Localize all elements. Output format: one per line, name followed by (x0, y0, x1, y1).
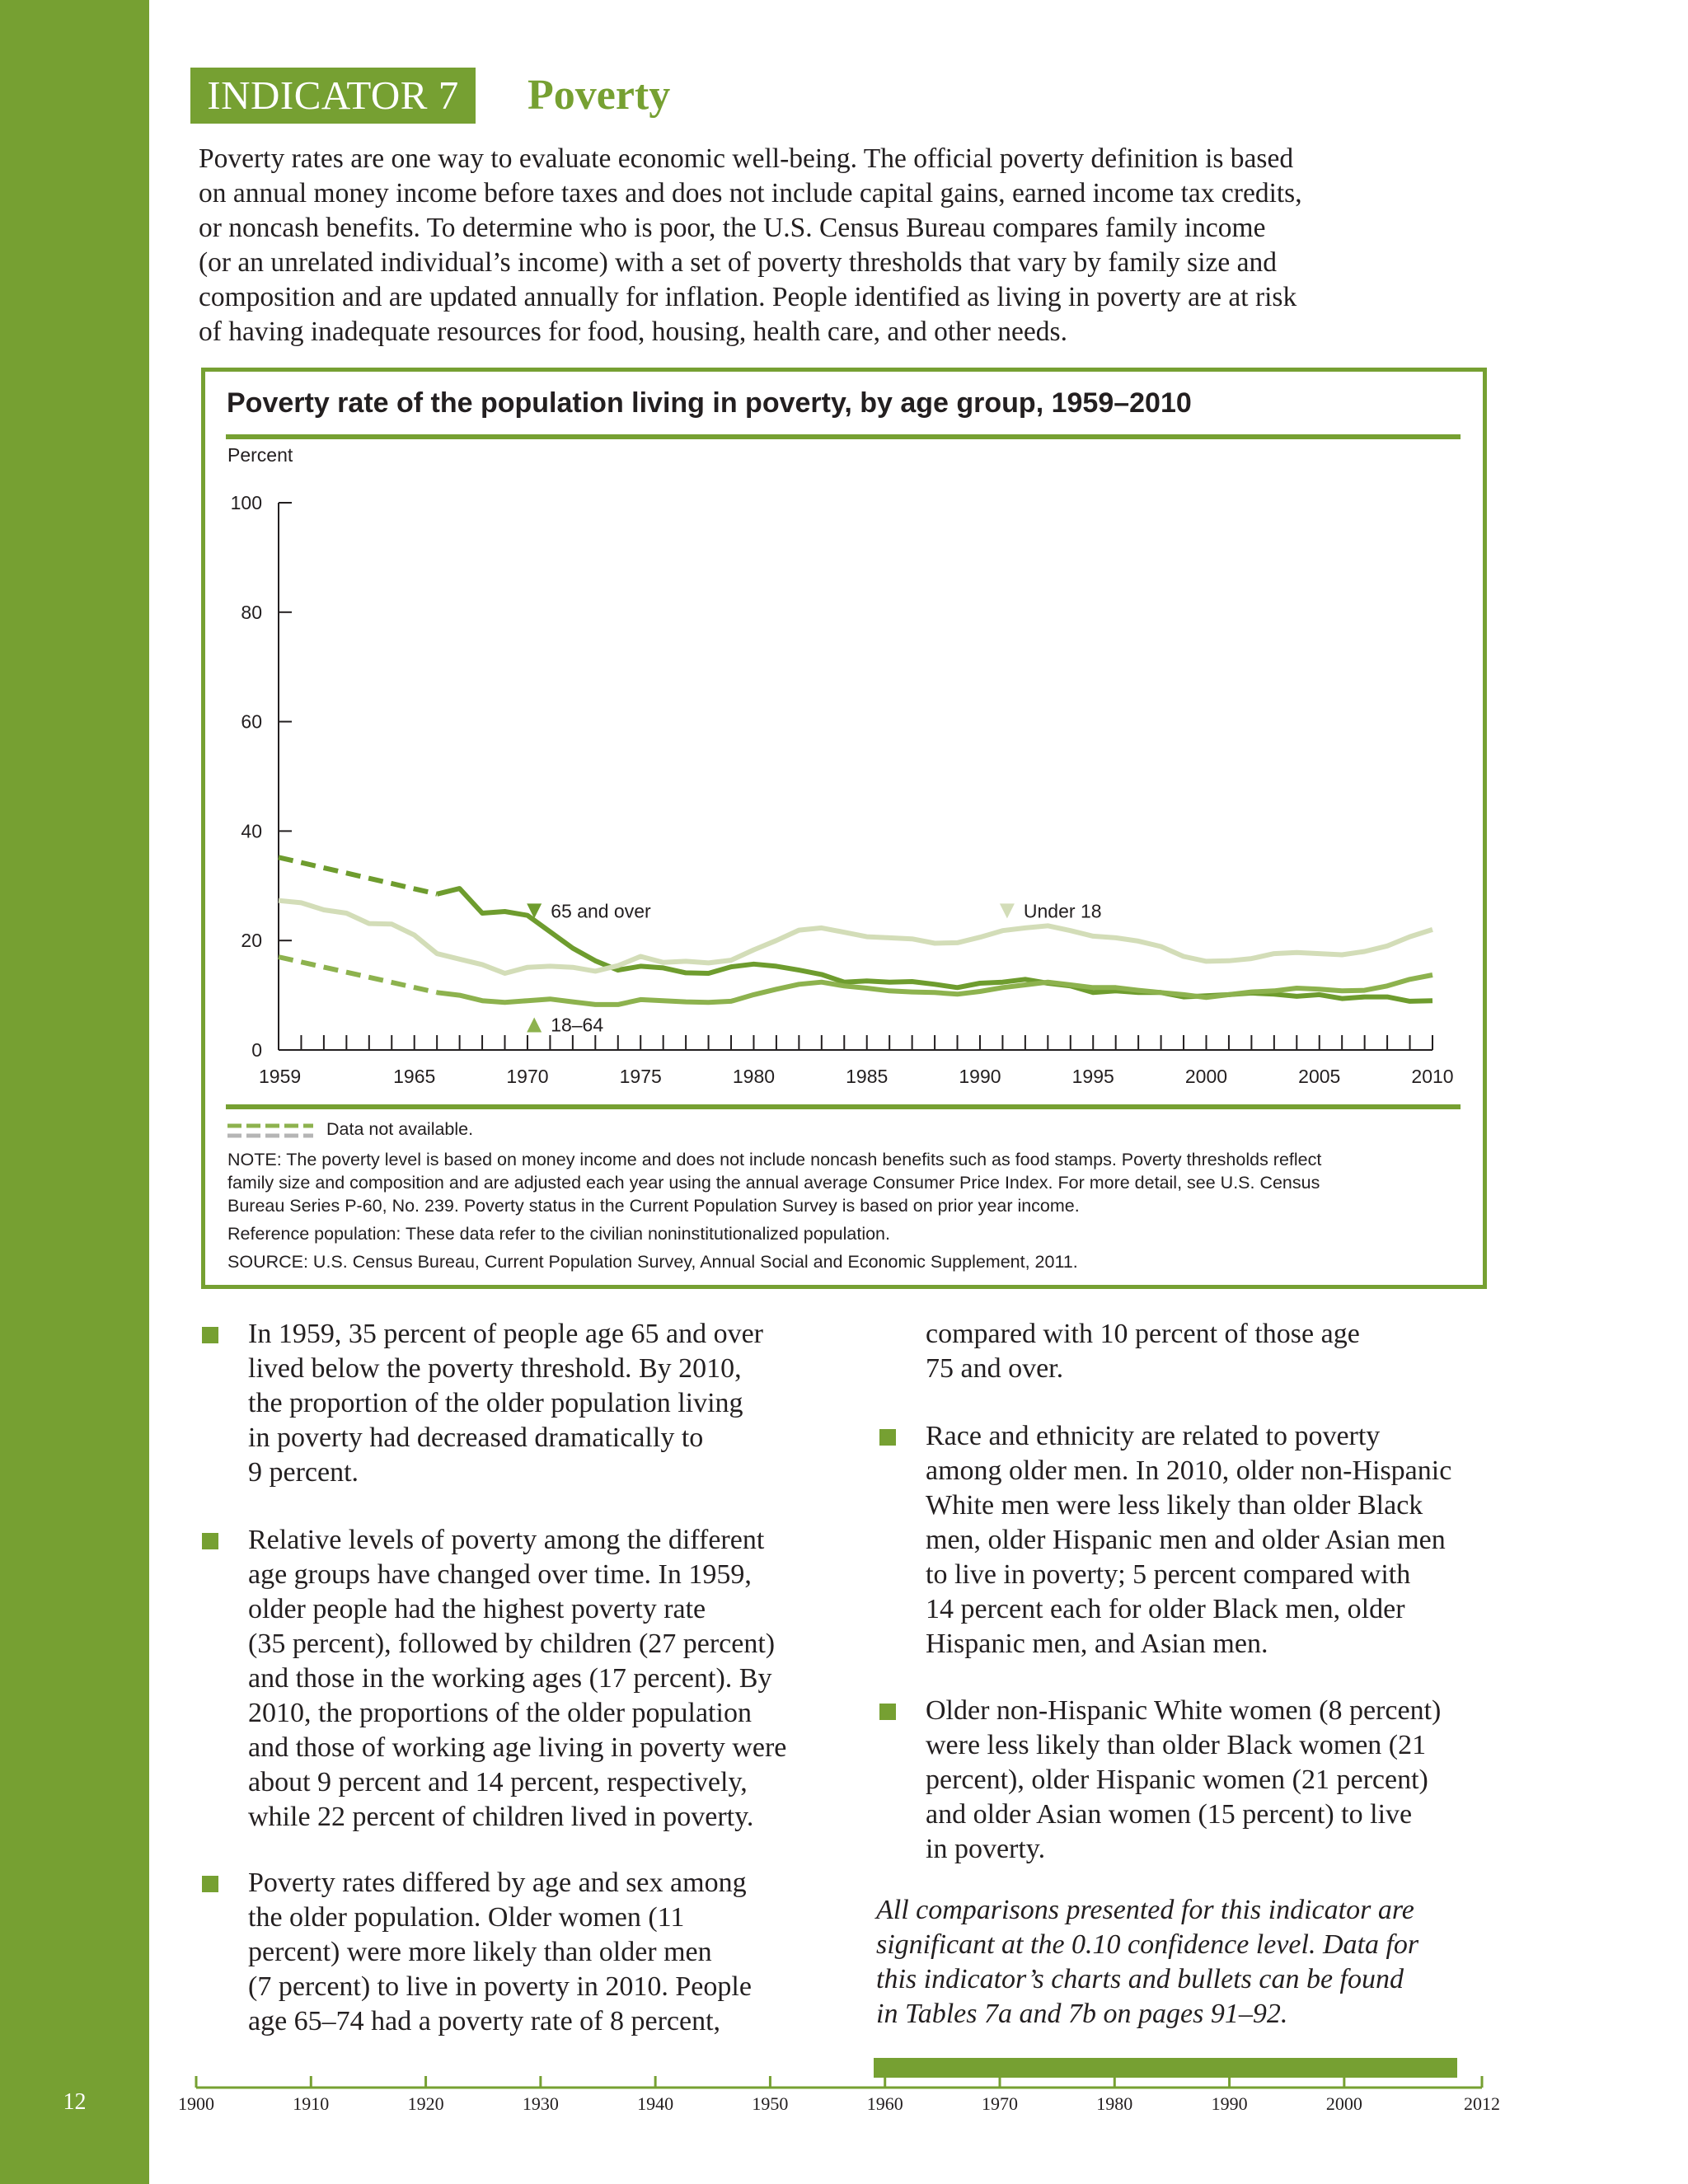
x-tick-label: 1985 (846, 1066, 889, 1087)
series-gap-dashed-line (279, 957, 437, 992)
bullet-line: 75 and over. (926, 1353, 1064, 1384)
timeline-label: 1950 (752, 2093, 789, 2114)
x-tick-label: 1970 (506, 1066, 549, 1087)
legend-label: Data not available. (326, 1119, 474, 1139)
chart-title-rule (226, 434, 1461, 439)
intro-line: on annual money income before taxes and does not include capital gains, earned income tax credits, (199, 178, 1302, 209)
timeline-label: 1980 (1096, 2093, 1133, 2114)
legend-dash-swatch (227, 1121, 318, 1141)
bullet-square-icon (202, 1876, 218, 1892)
poverty-line-chart (206, 445, 1475, 1104)
series-line (437, 975, 1432, 1005)
bullet-line: and those of working age living in poverty were (248, 1732, 787, 1763)
bullet-line: (35 percent), followed by children (27 percent) (248, 1629, 776, 1659)
bullet-line: Race and ethnicity are related to poverty (926, 1421, 1381, 1451)
y-tick-label: 100 (230, 492, 262, 513)
bullet-text (926, 1694, 1441, 1867)
x-tick-label: 1980 (732, 1066, 776, 1087)
x-tick-label: 2010 (1411, 1066, 1454, 1087)
decade-timeline (173, 2073, 1525, 2122)
annotation-arrow-icon (1000, 903, 1015, 918)
x-tick-label: 2005 (1298, 1066, 1341, 1087)
bullet-line: about 9 percent and 14 percent, respectively, (248, 1767, 748, 1797)
bullet-text (248, 1866, 752, 2039)
source-line: SOURCE: U.S. Census Bureau, Current Population Survey, Annual Social and Economic Supplement, 2011. (227, 1252, 1078, 1272)
intro-paragraph (199, 142, 1451, 349)
bullet-line: percent), older Hispanic women (21 percent) (926, 1765, 1428, 1795)
y-tick-label: 60 (241, 710, 262, 733)
bullet-line: to live in poverty; 5 percent compared with (926, 1559, 1411, 1590)
intro-line: composition and are updated annually for inflation. People identified as living in poverty are at risk (199, 282, 1297, 312)
bullet-text (926, 1419, 1451, 1661)
intro-line: of having inadequate resources for food, housing, health care, and other needs. (199, 316, 1067, 347)
timeline-label: 1990 (1211, 2093, 1248, 2114)
chart-bottom-rule (226, 1104, 1461, 1109)
note-line: Bureau Series P-60, No. 239. Poverty status in the Current Population Survey is based on prior year income. (227, 1196, 1080, 1216)
bullet-line: percent) were more likely than older men (248, 1937, 712, 1967)
bullet-line: lived below the poverty threshold. By 2010, (248, 1353, 742, 1384)
intro-line: (or an unrelated individual’s income) with a set of poverty thresholds that vary by family size and (199, 247, 1278, 278)
y-tick-label: 40 (241, 820, 262, 842)
note-line: All comparisons presented for this indicator are (876, 1895, 1414, 1925)
bullet-text (248, 1523, 786, 1835)
timeline-label: 2012 (1464, 2093, 1500, 2114)
intro-line: Poverty rates are one way to evaluate economic well-being. The official poverty definition is based (199, 143, 1294, 174)
bullet-line: Relative levels of poverty among the different (248, 1525, 765, 1555)
y-axis-label: Percent (227, 445, 293, 466)
bullet-line: 9 percent. (248, 1457, 359, 1488)
bullet-line: compared with 10 percent of those age (926, 1319, 1360, 1349)
note-line: significant at the 0.10 confidence level. Data for (876, 1929, 1419, 1960)
bullet-line: among older men. In 2010, older non-Hispanic (926, 1455, 1452, 1486)
timeline-label: 1940 (637, 2093, 674, 2114)
bullet-line: and older Asian women (15 percent) to live (926, 1799, 1413, 1830)
series-line (279, 901, 1432, 973)
timeline-label: 1930 (522, 2093, 559, 2114)
reference-population: Reference population: These data refer to the civilian noninstitutionalized population. (227, 1224, 890, 1244)
series-gap-dashed-line (279, 857, 437, 893)
bullet-line: age 65–74 had a poverty rate of 8 percent, (248, 2006, 721, 2036)
bullet-square-icon (202, 1327, 218, 1343)
bullet-line: in poverty had decreased dramatically to (248, 1422, 704, 1453)
annotation-label: 18–64 (551, 1014, 604, 1036)
bullet-line: the proportion of the older population living (248, 1388, 743, 1418)
bullet-line: older people had the highest poverty rate (248, 1594, 706, 1624)
indicator-label: INDICATOR 7 (190, 68, 476, 124)
indicator-title: Poverty (528, 72, 671, 119)
bullet-text (248, 1317, 763, 1490)
y-tick-label: 20 (241, 930, 262, 952)
annotation-label: 65 and over (551, 900, 651, 922)
x-tick-label: 1995 (1071, 1066, 1114, 1087)
timeline-label: 1970 (982, 2093, 1018, 2114)
timeline-label: 2000 (1325, 2093, 1362, 2114)
bullet-line: 2010, the proportions of the older population (248, 1698, 752, 1728)
note-line: family size and composition and are adjusted each year using the annual average Consumer Price Index. For more detail, see U.S. Census (227, 1173, 1320, 1193)
y-tick-label: 0 (251, 1039, 262, 1061)
bullet-line: White men were less likely than older Black (926, 1490, 1423, 1521)
bullet-line: Hispanic men, and Asian men. (926, 1629, 1268, 1659)
bullet-line: men, older Hispanic men and older Asian men (926, 1525, 1446, 1555)
note-line: this indicator’s charts and bullets can be found (876, 1964, 1404, 1994)
timeline-label: 1920 (407, 2093, 444, 2114)
bullet-line: 14 percent each for older Black men, older (926, 1594, 1405, 1624)
bullet-square-icon (879, 1704, 896, 1720)
note-line: NOTE: The poverty level is based on money income and does not include noncash benefits such as food stamps. Poverty thresholds reflect (227, 1150, 1322, 1169)
bullet-square-icon (879, 1429, 896, 1446)
timeline-label: 1910 (293, 2093, 330, 2114)
x-tick-label: 1975 (619, 1066, 662, 1087)
chart-title: Poverty rate of the population living in poverty, by age group, 1959–2010 (227, 387, 1192, 419)
timeline-label: 1960 (866, 2093, 903, 2114)
significance-note (876, 1893, 1418, 2032)
chart-notes (227, 1148, 1456, 1273)
left-sidebar (0, 0, 149, 2184)
note-line: in Tables 7a and 7b on pages 91–92. (876, 1999, 1288, 2029)
bullet-line: while 22 percent of children lived in poverty. (248, 1802, 754, 1832)
bullet-line: (7 percent) to live in poverty in 2010. People (248, 1971, 752, 2002)
x-tick-label: 1959 (259, 1066, 302, 1087)
x-tick-label: 1965 (393, 1066, 436, 1087)
annotation-arrow-icon (527, 1017, 542, 1032)
bullet-line: in poverty. (926, 1834, 1046, 1864)
annotation-label: Under 18 (1023, 900, 1102, 922)
timeline-label: 1900 (178, 2093, 214, 2114)
y-tick-label: 80 (241, 601, 262, 623)
bullet-square-icon (202, 1533, 218, 1549)
bullet-line: Poverty rates differed by age and sex among (248, 1868, 747, 1898)
bullet-line: the older population. Older women (11 (248, 1902, 685, 1933)
bullet-line: In 1959, 35 percent of people age 65 and over (248, 1319, 763, 1349)
bullet-continuation (926, 1317, 1360, 1386)
bullet-line: Older non-Hispanic White women (8 percent) (926, 1695, 1442, 1726)
intro-line: or noncash benefits. To determine who is poor, the U.S. Census Bureau compares family income (199, 213, 1266, 243)
page-number: 12 (63, 2089, 87, 2115)
x-tick-label: 1990 (959, 1066, 1001, 1087)
bullet-line: were less likely than older Black women (21 (926, 1730, 1427, 1760)
x-tick-label: 2000 (1184, 1066, 1228, 1087)
bullet-line: and those in the working ages (17 percent). By (248, 1663, 772, 1694)
bullet-line: age groups have changed over time. In 1959, (248, 1559, 752, 1590)
